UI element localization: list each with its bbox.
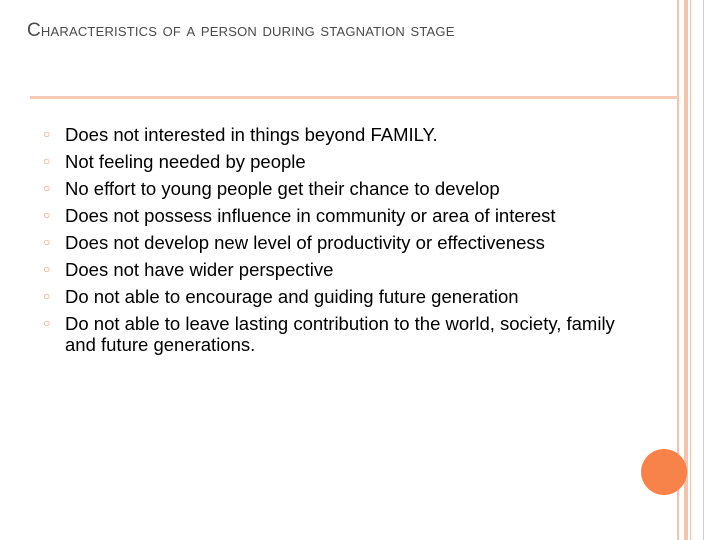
open-circle-bullet-icon: ○ <box>43 262 51 276</box>
list-item <box>43 259 643 280</box>
decorative-stripe <box>690 0 691 540</box>
list-item <box>43 286 643 307</box>
list-item-text: Does not have wider perspective <box>65 259 334 280</box>
title-divider <box>30 96 678 99</box>
list-item-text: Not feeling needed by people <box>65 151 306 172</box>
list-item <box>43 232 643 253</box>
accent-circle-icon <box>641 449 687 495</box>
open-circle-bullet-icon: ○ <box>43 181 51 195</box>
list-item <box>43 178 643 199</box>
list-item-text: No effort to young people get their chance to develop <box>65 178 500 199</box>
list-item <box>43 205 643 226</box>
list-item-text: Does not develop new level of productivity or effectiveness <box>65 232 545 253</box>
list-item-text: Does not possess influence in community or area of interest <box>65 205 556 226</box>
open-circle-bullet-icon: ○ <box>43 316 51 330</box>
open-circle-bullet-icon: ○ <box>43 235 51 249</box>
decorative-stripe <box>684 0 688 540</box>
list-item-text: Does not interested in things beyond FAMILY. <box>65 124 438 145</box>
list-item <box>43 151 643 172</box>
list-item <box>43 313 643 355</box>
open-circle-bullet-icon: ○ <box>43 154 51 168</box>
bullet-list <box>43 124 643 361</box>
open-circle-bullet-icon: ○ <box>43 127 51 141</box>
list-item <box>43 124 643 145</box>
list-item-text: Do not able to encourage and guiding future generation <box>65 286 519 307</box>
decorative-stripe <box>703 0 704 540</box>
list-item-text: Do not able to leave lasting contribution to the world, society, family and future generations. <box>65 313 615 355</box>
slide-title: Characteristics of a person during stagnation stage <box>27 20 455 41</box>
open-circle-bullet-icon: ○ <box>43 289 51 303</box>
open-circle-bullet-icon: ○ <box>43 208 51 222</box>
